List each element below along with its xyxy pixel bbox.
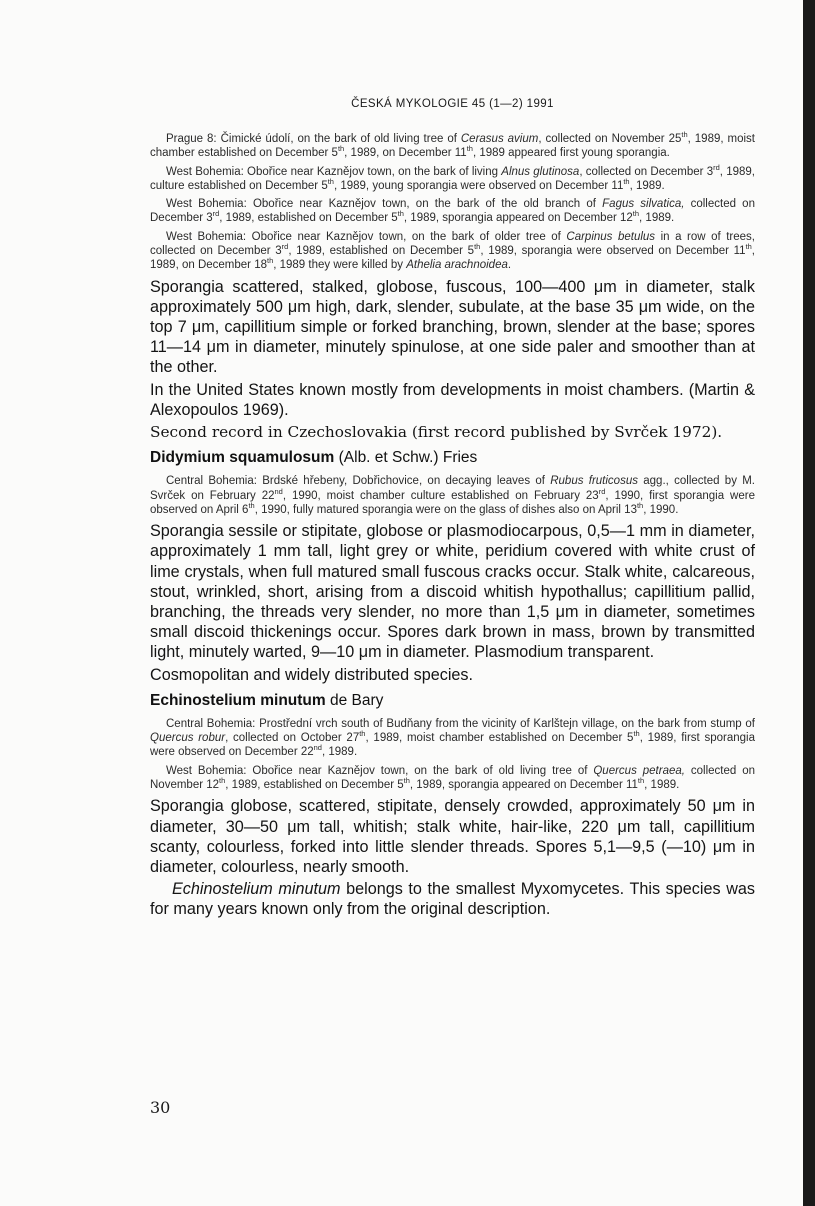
ordinal-suffix: th xyxy=(466,144,473,154)
text-run: , 1989, established on December 5 xyxy=(225,779,404,791)
ordinal-suffix: th xyxy=(267,256,274,266)
text-run: , 1989, moist chamber established on December 5 xyxy=(150,133,755,160)
description-paragraph xyxy=(150,277,755,378)
taxon-name: Quercus robur xyxy=(150,732,226,745)
ordinal-suffix: th xyxy=(397,209,404,219)
text-run: Cosmopolitan and widely distributed species. xyxy=(150,665,474,684)
text-run: belongs to the smallest Myxomycetes. This species was for many years known only from the original description. xyxy=(150,880,755,919)
locality-paragraph xyxy=(150,764,755,793)
text-run: , 1989, sporangia appeared on December 11 xyxy=(409,779,638,791)
text-run: , 1989, sporangia appeared on December 12 xyxy=(403,212,633,225)
text-run: , 1989, established on December 5 xyxy=(288,245,475,258)
text-run: Central Bohemia: Brdské hřebeny, Dobřichovice, on decaying leaves of xyxy=(166,475,551,488)
taxon-name: Echinostelium minutum xyxy=(172,880,341,899)
ordinal-suffix: rd xyxy=(713,162,720,172)
text-run: , 1990, fully matured sporangia were on the glass of dishes also on April 13 xyxy=(254,503,637,516)
species-name: Didymium squamulosum xyxy=(150,449,335,467)
text-run: West Bohemia: Obořice near Kaznějov town, on the bark of old living tree of xyxy=(166,764,594,777)
text-run: Sporangia sessile or stipitate, globose or plasmodiocarpous, 0,5—1 mm in diameter, approximately 1 mm tall, light grey or white, peridium covered with white crust of lime crystals, when full matured small fuscous cracks occur. Stalk white, calcareous, stout, wrinkled, short, arising from a discoid whitish hypothallus; capillitium pallid, branching, the threads very slender, no more than 1,5 μm in diameter, sometimes small discoid thickenings occur. Spores dark brown in mass, brown by transmitted light, minutely warted, 9—10 μm in diameter. Plasmodium transparent. xyxy=(150,522,755,662)
text-run: Sporangia scattered, stalked, globose, fuscous, 100—400 μm in diameter, stalk approximately 500 μm high, dark, slender, subulate, at the base 35 μm wide, on the top 7 μm, capillitium simple or forked branching, brown, slender at the base; spores 11—14 μm in diameter, minutely spinulose, at one side paler and smoother than at the other. xyxy=(150,277,755,377)
text-run: , 1989, first sporangia were observed on December 22 xyxy=(150,732,755,759)
text-run: . xyxy=(507,259,512,272)
taxon-name: Fagus silvatica, xyxy=(602,198,685,211)
ordinal-suffix: th xyxy=(337,144,345,154)
ordinal-suffix: th xyxy=(623,177,630,187)
ordinal-suffix: th xyxy=(681,130,688,140)
text-run: , collected on November 25 xyxy=(538,133,682,145)
taxon-name: Quercus petraea, xyxy=(593,764,685,777)
taxon-name: Alnus glutinosa xyxy=(501,165,580,178)
ordinal-suffix: th xyxy=(745,242,752,252)
ordinal-suffix: th xyxy=(219,776,226,786)
taxon-name: Rubus fruticosus xyxy=(550,475,638,488)
description-paragraph xyxy=(150,879,755,919)
text-run: Second record in Czechoslovakia (first record published by Svrček 1972). xyxy=(150,423,723,442)
description-paragraph xyxy=(150,521,755,662)
text-run: collected on November 12 xyxy=(150,764,755,791)
text-run: , 1989. xyxy=(644,779,680,791)
body-column xyxy=(150,132,755,922)
ordinal-suffix: rd xyxy=(281,242,289,252)
ordinal-suffix: th xyxy=(474,242,481,252)
taxon-name: Cerasus avium xyxy=(460,133,539,145)
ordinal-suffix: th xyxy=(632,209,640,219)
text-run: , 1989, on December 18 xyxy=(150,245,755,272)
text-run: Central Bohemia: Prostřední vrch south of Budňany from the vicinity of Karlštejn village, on the bark from stump of xyxy=(166,717,755,730)
ordinal-suffix: th xyxy=(636,501,644,511)
text-run: , 1989, sporangia were observed on December 11 xyxy=(480,245,746,258)
text-run: in a row of trees, collected on December 3 xyxy=(150,230,755,258)
running-head: ČESKÁ MYKOLOGIE 45 (1—2) 1991 xyxy=(351,98,554,110)
ordinal-suffix: nd xyxy=(274,486,283,496)
text-run: , 1990, first sporangia were observed on April 6 xyxy=(150,489,755,516)
text-run: Sporangia globose, scattered, stipitate, densely crowded, approximately 50 μm in diameter, 30—50 μm tall, whitish; stalk white, hair-like, 220 μm tall, capillitium scanty, colourless, forked into little slender threads. Spores 5,1—9,5 (—10) μm in diameter, colourless, nearly smooth. xyxy=(150,797,755,876)
text-run: , collected on October 27 xyxy=(225,732,360,745)
scan-right-edge xyxy=(803,0,815,1206)
text-run: In the United States known mostly from developments in moist chambers. (Martin & Alexopoulos 1969). xyxy=(150,380,755,419)
text-run: de Bary xyxy=(325,691,384,709)
ordinal-suffix: th xyxy=(637,776,645,786)
description-paragraph xyxy=(150,380,755,420)
text-run: (Alb. et Schw.) Fries xyxy=(334,449,478,467)
text-run: agg., collected by M. Svrček on February 22 xyxy=(150,475,756,502)
ordinal-suffix: th xyxy=(359,729,366,739)
species-heading xyxy=(150,691,755,711)
taxon-name: Athelia arachnoidea xyxy=(406,259,508,272)
description-paragraph xyxy=(150,665,755,685)
text-run: , 1989, on December 11 xyxy=(344,147,467,160)
text-run: , 1990, moist chamber culture established on February 23 xyxy=(282,489,599,502)
ordinal-suffix: rd xyxy=(598,486,606,496)
species-name: Echinostelium minutum xyxy=(150,691,326,709)
text-run: Prague 8: Čimické údolí, on the bark of old living tree of xyxy=(166,133,461,145)
text-run: , 1989, culture established on December 5 xyxy=(150,165,755,192)
ordinal-suffix: nd xyxy=(313,743,322,753)
text-run: collected on December 3 xyxy=(150,198,755,225)
ordinal-suffix: rd xyxy=(212,209,220,219)
description-paragraph xyxy=(150,796,755,877)
text-run: West Bohemia: Obořice near Kaznějov town, on the bark of the old branch of xyxy=(166,198,603,211)
taxon-name: Carpinus betulus xyxy=(566,230,656,243)
locality-paragraph xyxy=(150,230,755,273)
locality-paragraph xyxy=(150,717,755,760)
text-run: , 1989, established on December 5 xyxy=(219,212,398,225)
locality-paragraph xyxy=(150,197,755,226)
text-run: , 1989. xyxy=(321,746,358,759)
text-run: , 1989 they were killed by xyxy=(273,259,407,272)
species-heading xyxy=(150,448,755,468)
locality-paragraph xyxy=(150,162,755,194)
ordinal-suffix: th xyxy=(403,776,410,786)
text-run: , 1989. xyxy=(639,212,675,225)
ordinal-suffix: th xyxy=(633,729,640,739)
text-run: , 1989. xyxy=(629,179,665,192)
text-run: , collected on December 3 xyxy=(579,165,714,178)
text-run: , 1989, moist chamber established on December 5 xyxy=(365,732,634,745)
text-run: , 1990. xyxy=(643,503,679,516)
locality-paragraph xyxy=(150,132,755,161)
text-run: , 1989, young sporangia were observed on December 11 xyxy=(333,179,624,192)
text-run: West Bohemia: Obořice near Kaznějov town, on the bark of living xyxy=(166,165,502,178)
locality-paragraph xyxy=(150,474,755,517)
note-paragraph xyxy=(150,422,755,442)
text-run: , 1989 appeared first young sporangia. xyxy=(472,147,670,160)
text-run: West Bohemia: Obořice near Kaznějov town, on the bark of older tree of xyxy=(166,230,567,243)
page-number: 30 xyxy=(150,1098,171,1117)
ordinal-suffix: th xyxy=(248,501,255,511)
ordinal-suffix: th xyxy=(327,177,334,187)
